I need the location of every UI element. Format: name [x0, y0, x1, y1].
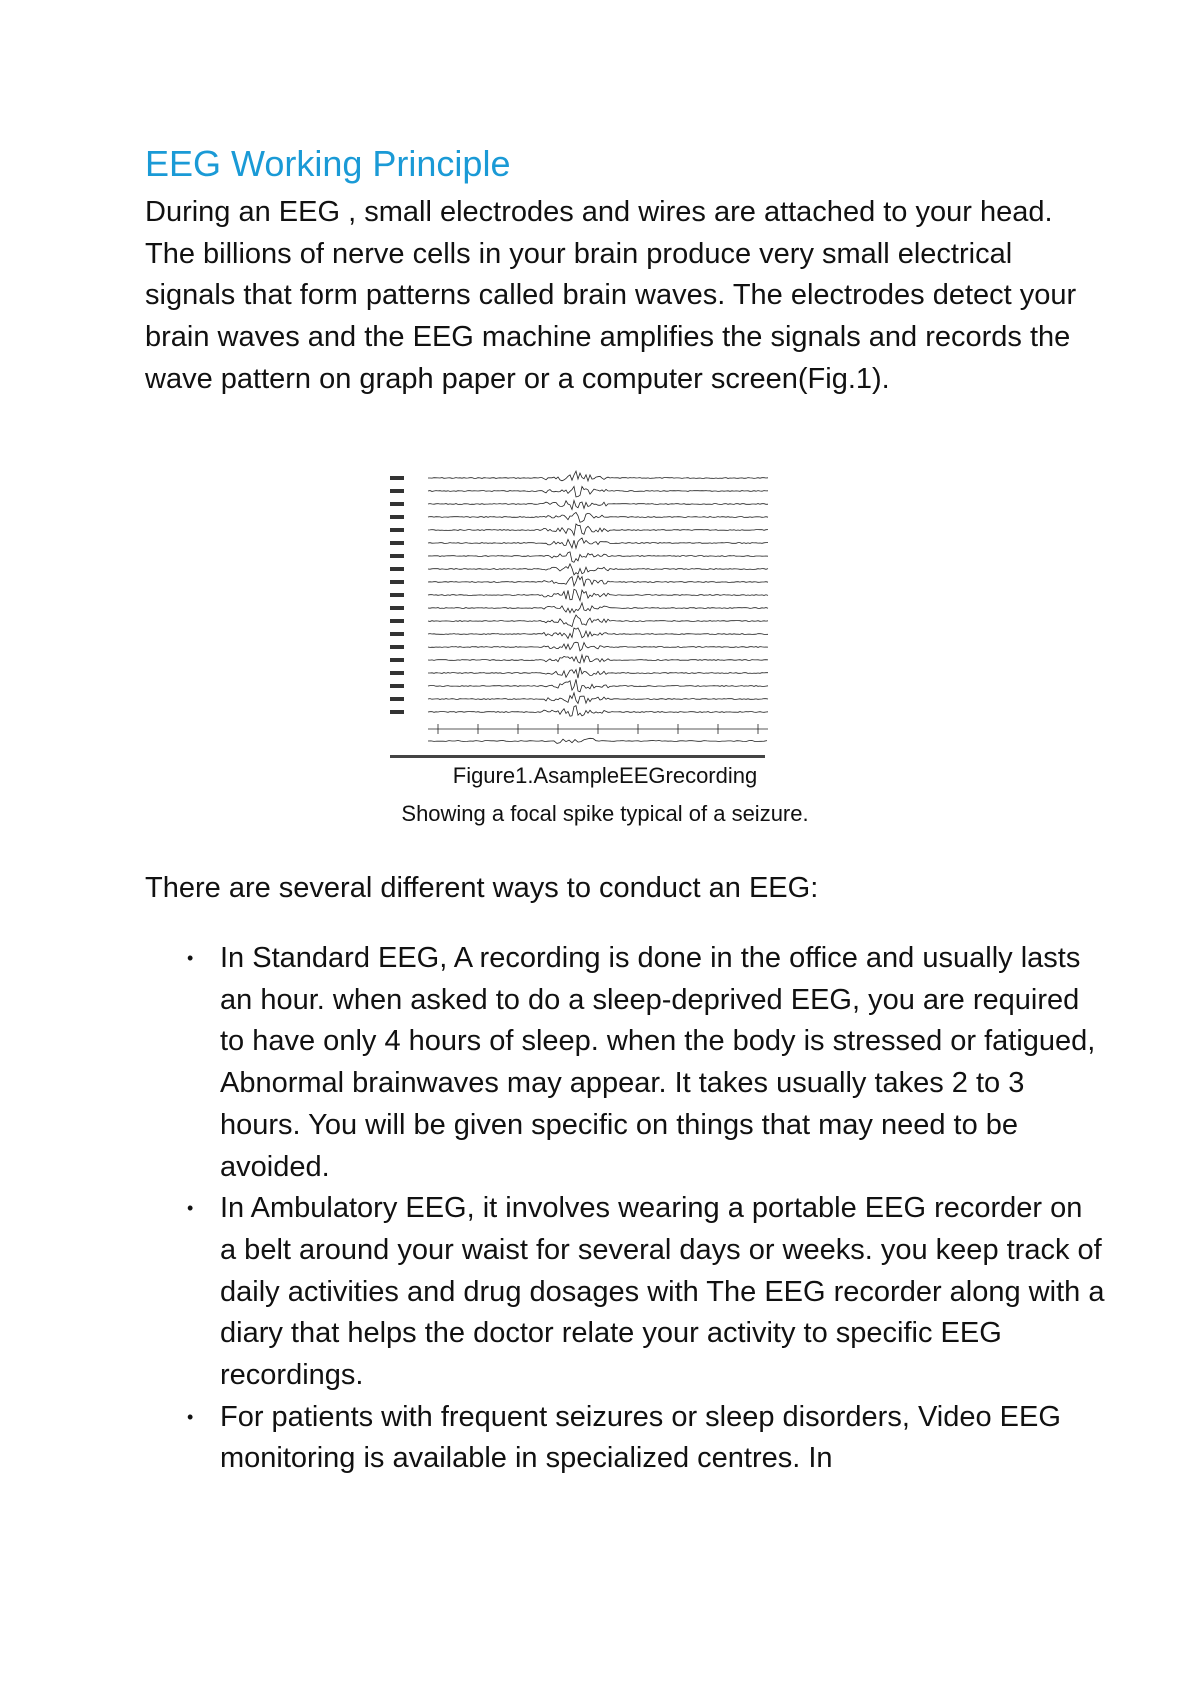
channel-label-mark — [390, 567, 404, 571]
list-item-text: For patients with frequent seizures or sleep disorders, Video EEG monitoring is available in specialized centres. In — [220, 1400, 1061, 1475]
channel-label-mark — [390, 515, 404, 519]
eeg-channel-trace — [428, 655, 768, 663]
channel-label-mark — [390, 684, 404, 688]
eeg-channel-trace — [428, 471, 768, 481]
eeg-channel-trace — [428, 679, 768, 692]
channel-label-mark — [390, 671, 404, 675]
bullet-icon: • — [187, 948, 194, 968]
list-item-video-eeg — [145, 1397, 1105, 1480]
eeg-recording-image — [388, 466, 771, 758]
channel-label-mark — [390, 632, 404, 636]
eeg-channel-trace — [428, 628, 768, 639]
eeg-channel-trace — [428, 524, 768, 535]
channel-label-mark — [390, 710, 404, 714]
list-item-text: In Ambulatory EEG, it involves wearing a portable EEG recorder on a belt around your waist for several days or weeks. you keep track of daily activities and drug dosages with The EEG recorder along with a diary that helps the doctor relate your activity to specific EEG recordings. — [220, 1192, 1105, 1392]
intro-paragraph: During an EEG , small electrodes and wires are attached to your head. The billions of nerve cells in your brain produce very small electrical signals that form patterns called brain waves. The electrodes detect your brain waves and the EEG machine amplifies the signals and records the wave pattern on graph paper or a computer screen(Fig.1). — [145, 196, 1077, 395]
eeg-channel-trace — [428, 642, 768, 651]
eeg-channel-trace — [428, 576, 768, 587]
eeg-channel-trace — [428, 738, 767, 743]
eeg-channel-trace — [428, 501, 768, 510]
channel-label-mark — [390, 580, 404, 584]
eeg-channel-trace — [428, 486, 768, 497]
eeg-channel-trace — [428, 538, 768, 548]
list-item-text: In Standard EEG, A recording is done in the office and usually lasts an hour. when asked to do a sleep-deprived EEG, you are required to have only 4 hours of sleep. when the body is stressed or fatigued, Abnormal brainwaves may appear. It takes usually takes 2 to 3 hours. You will be given specific on things that may need to be avoided. — [220, 942, 1096, 1183]
eeg-channel-trace — [428, 706, 768, 717]
channel-label-mark — [390, 476, 404, 480]
bullet-icon: • — [187, 1406, 194, 1427]
eeg-channel-trace — [428, 693, 768, 704]
figure-caption-title: Figure1.AsampleEEGrecording — [452, 763, 758, 788]
eeg-channel-trace — [428, 512, 768, 522]
channel-label-mark — [390, 502, 404, 506]
recording-footer-mark — [390, 755, 765, 758]
channel-label-mark — [390, 697, 404, 701]
channel-label-mark — [390, 541, 404, 545]
figure-caption-subtitle: Showing a focal spike typical of a seizure. — [401, 801, 809, 826]
methods-lead-sentence: There are several different ways to conduct an EEG: — [145, 872, 819, 904]
channel-label-mark — [390, 619, 404, 623]
channel-label-mark — [390, 593, 404, 597]
list-item-ambulatory-eeg — [145, 1188, 1105, 1397]
eeg-channel-trace — [428, 667, 768, 678]
channel-label-mark — [390, 658, 404, 662]
section-heading: EEG Working Principle — [145, 143, 511, 184]
eeg-methods-list — [145, 938, 1105, 1480]
eeg-channel-trace — [428, 564, 768, 575]
list-item-standard-eeg — [145, 938, 1105, 1188]
channel-label-mark — [390, 554, 404, 558]
channel-label-mark — [390, 645, 404, 649]
eeg-channel-trace — [428, 589, 768, 600]
channel-label-mark — [390, 528, 404, 532]
eeg-channel-trace — [428, 552, 768, 562]
bullet-icon: • — [187, 1198, 194, 1219]
eeg-channel-trace — [428, 615, 768, 627]
channel-label-mark — [390, 489, 404, 493]
channel-label-mark — [390, 606, 404, 610]
eeg-recording-figure — [388, 466, 771, 758]
eeg-channel-trace — [428, 603, 768, 613]
